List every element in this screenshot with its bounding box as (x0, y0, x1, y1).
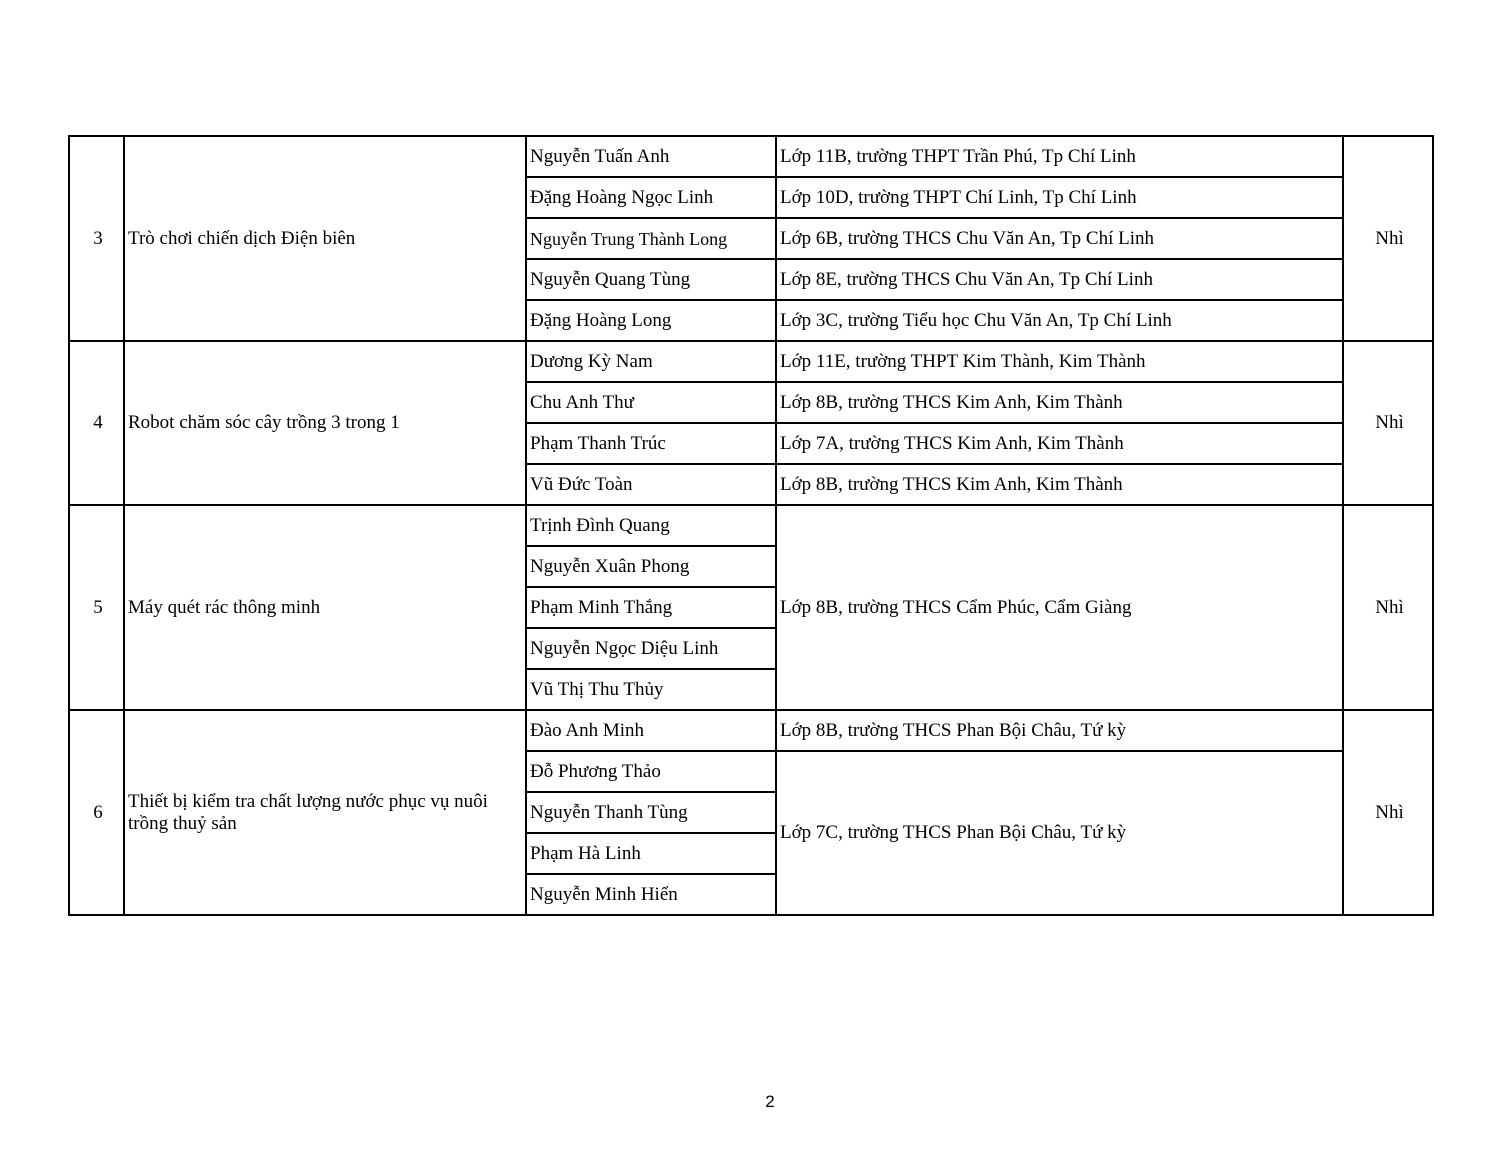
project-name: Máy quét rác thông minh (124, 505, 526, 710)
table-row (69, 136, 1433, 177)
project-name: Robot chăm sóc cây trồng 3 trong 1 (124, 341, 526, 505)
member-name: Đỗ Phương Thảo (526, 751, 776, 792)
member-school: Lớp 11B, trường THPT Trần Phú, Tp Chí Linh (776, 136, 1343, 177)
member-name: Phạm Minh Thắng (526, 587, 776, 628)
member-school: Lớp 8B, trường THCS Phan Bội Châu, Tứ kỳ (776, 710, 1343, 751)
member-school: Lớp 10D, trường THPT Chí Linh, Tp Chí Linh (776, 177, 1343, 218)
member-name: Phạm Thanh Trúc (526, 423, 776, 464)
member-school: Lớp 8B, trường THCS Kim Anh, Kim Thành (776, 382, 1343, 423)
member-school: Lớp 11E, trường THPT Kim Thành, Kim Thành (776, 341, 1343, 382)
member-name: Chu Anh Thư (526, 382, 776, 423)
member-name: Đào Anh Minh (526, 710, 776, 751)
member-name: Trịnh Đình Quang (526, 505, 776, 546)
member-school: Lớp 7A, trường THCS Kim Anh, Kim Thành (776, 423, 1343, 464)
member-name: Vũ Thị Thu Thủy (526, 669, 776, 710)
project-name: Thiết bị kiểm tra chất lượng nước phục vụ nuôi trồng thuỷ sản (124, 710, 526, 915)
member-school: Lớp 6B, trường THCS Chu Văn An, Tp Chí Linh (776, 218, 1343, 259)
member-name: Dương Kỳ Nam (526, 341, 776, 382)
table-row (69, 505, 1433, 546)
member-name: Nguyễn Trung Thành Long (526, 218, 776, 259)
member-school: Lớp 7C, trường THCS Phan Bội Châu, Tứ kỳ (776, 751, 1343, 915)
stt-cell: 6 (69, 710, 124, 915)
prize-cell: Nhì (1343, 136, 1433, 341)
member-name: Nguyễn Minh Hiển (526, 874, 776, 915)
member-name: Nguyễn Thanh Tùng (526, 792, 776, 833)
table-row (69, 341, 1433, 382)
member-name: Đặng Hoàng Long (526, 300, 776, 341)
member-name: Nguyễn Quang Tùng (526, 259, 776, 300)
prize-cell: Nhì (1343, 505, 1433, 710)
stt-cell: 5 (69, 505, 124, 710)
member-school: Lớp 8B, trường THCS Kim Anh, Kim Thành (776, 464, 1343, 505)
member-school: Lớp 8E, trường THCS Chu Văn An, Tp Chí Linh (776, 259, 1343, 300)
member-name: Nguyễn Xuân Phong (526, 546, 776, 587)
project-name: Trò chơi chiến dịch Điện biên (124, 136, 526, 341)
member-name: Phạm Hà Linh (526, 833, 776, 874)
prize-cell: Nhì (1343, 710, 1433, 915)
prize-cell: Nhì (1343, 341, 1433, 505)
page-number: 2 (765, 1092, 775, 1111)
awards-table (68, 135, 1434, 916)
member-school: Lớp 3C, trường Tiểu học Chu Văn An, Tp Chí Linh (776, 300, 1343, 341)
member-name: Nguyễn Ngọc Diệu Linh (526, 628, 776, 669)
member-name: Đặng Hoàng Ngọc Linh (526, 177, 776, 218)
stt-cell: 4 (69, 341, 124, 505)
member-name: Nguyễn Tuấn Anh (526, 136, 776, 177)
table-row (69, 710, 1433, 751)
member-school: Lớp 8B, trường THCS Cẩm Phúc, Cẩm Giàng (776, 505, 1343, 710)
stt-cell: 3 (69, 136, 124, 341)
member-name: Vũ Đức Toàn (526, 464, 776, 505)
